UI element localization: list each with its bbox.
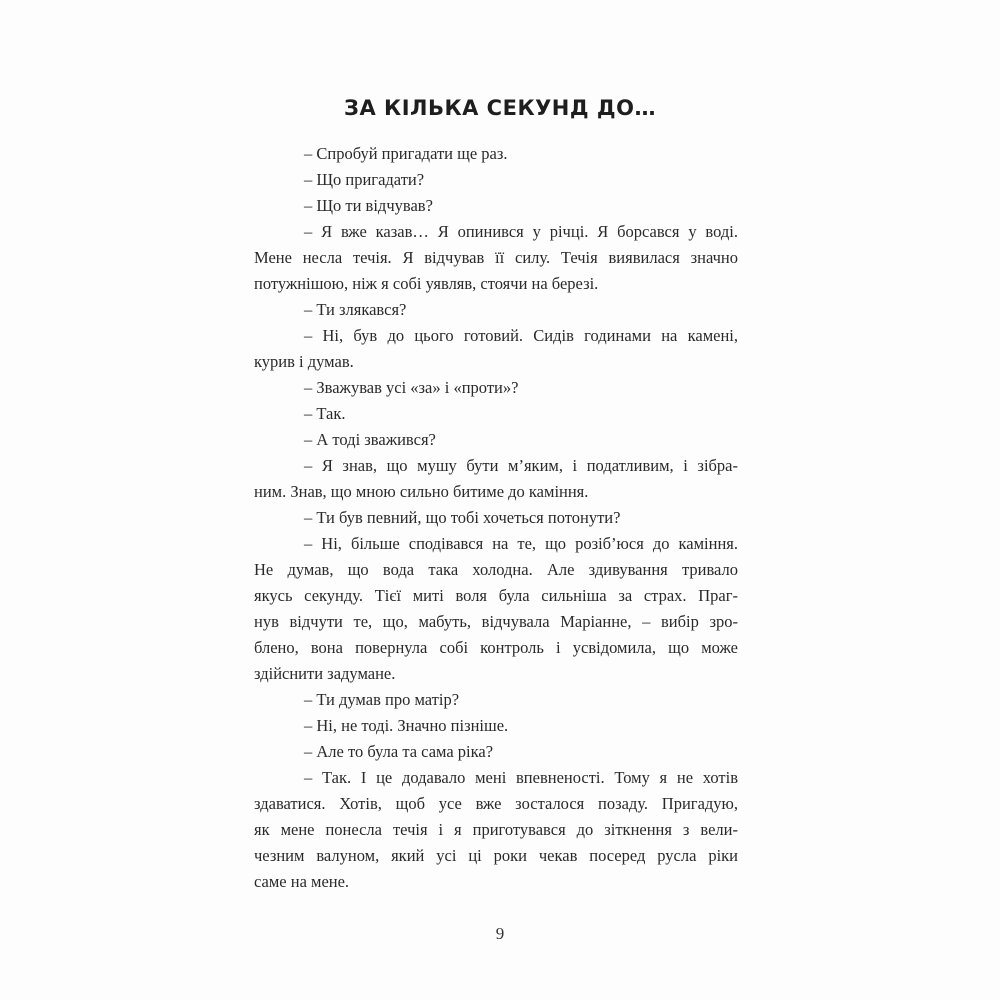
text-line: – Ти думав про матір? <box>304 690 460 709</box>
text-line: – Я знав, що мушу бути м’яким, і податливим, і зібра- <box>304 456 738 475</box>
text-line: – Зважував усі «за» і «проти»? <box>304 378 519 397</box>
text-line: блено, вона повернула собі контроль і усвідомила, що може <box>254 638 738 657</box>
chapter-title: ЗА КІЛЬКА СЕКУНД ДО… <box>344 96 656 120</box>
text-line: як мене понесла течія і я приготувався до зіткнення з вели- <box>254 820 738 839</box>
text-line: чезним валуном, який усі ці роки чекав посеред русла ріки <box>254 846 738 865</box>
body-text <box>254 141 738 895</box>
text-line: – Спробуй пригадати ще раз. <box>304 144 508 163</box>
text-line: – Я вже казав… Я опинився у річці. Я борсався у воді. <box>304 222 738 241</box>
text-line: – А тоді зважився? <box>304 430 436 449</box>
text-line: якусь секунду. Тієї миті воля була сильніша за страх. Праг- <box>254 586 738 605</box>
text-line: – Ні, був до цього готовий. Сидів годинами на камені, <box>304 326 738 345</box>
text-line: – Ти був певний, що тобі хочеться потонути? <box>304 508 621 527</box>
text-line: ним. Знав, що мною сильно битиме до каміння. <box>254 482 589 501</box>
text-line: – Ні, більше сподівався на те, що розіб’юся до каміння. <box>304 534 738 553</box>
text-line: потужнішою, ніж я собі уявляв, стоячи на березі. <box>254 274 599 293</box>
page-number: 9 <box>495 924 505 943</box>
text-line: – Так. І це додавало мені впевненості. Тому я не хотів <box>304 768 738 787</box>
text-line: – Що ти відчував? <box>304 196 433 215</box>
text-line: – Ні, не тоді. Значно пізніше. <box>304 716 509 735</box>
text-line: – Ти злякався? <box>304 300 407 319</box>
text-line: здійснити задумане. <box>254 664 396 683</box>
text-line: курив і думав. <box>254 352 354 371</box>
text-line: здаватися. Хотів, щоб усе вже зосталося позаду. Пригадую, <box>254 794 738 813</box>
text-line: Не думав, що вода така холодна. Але здивування тривало <box>254 560 738 579</box>
text-line: Мене несла течія. Я відчував її силу. Течія виявилася значно <box>254 248 738 267</box>
text-line: – Що пригадати? <box>304 170 425 189</box>
text-line: нув відчути те, що, мабуть, відчувала Маріанне, – вибір зро- <box>254 612 738 631</box>
text-line: – Але то була та сама ріка? <box>304 742 494 761</box>
text-line: саме на мене. <box>254 872 350 891</box>
text-line: – Так. <box>304 404 346 423</box>
